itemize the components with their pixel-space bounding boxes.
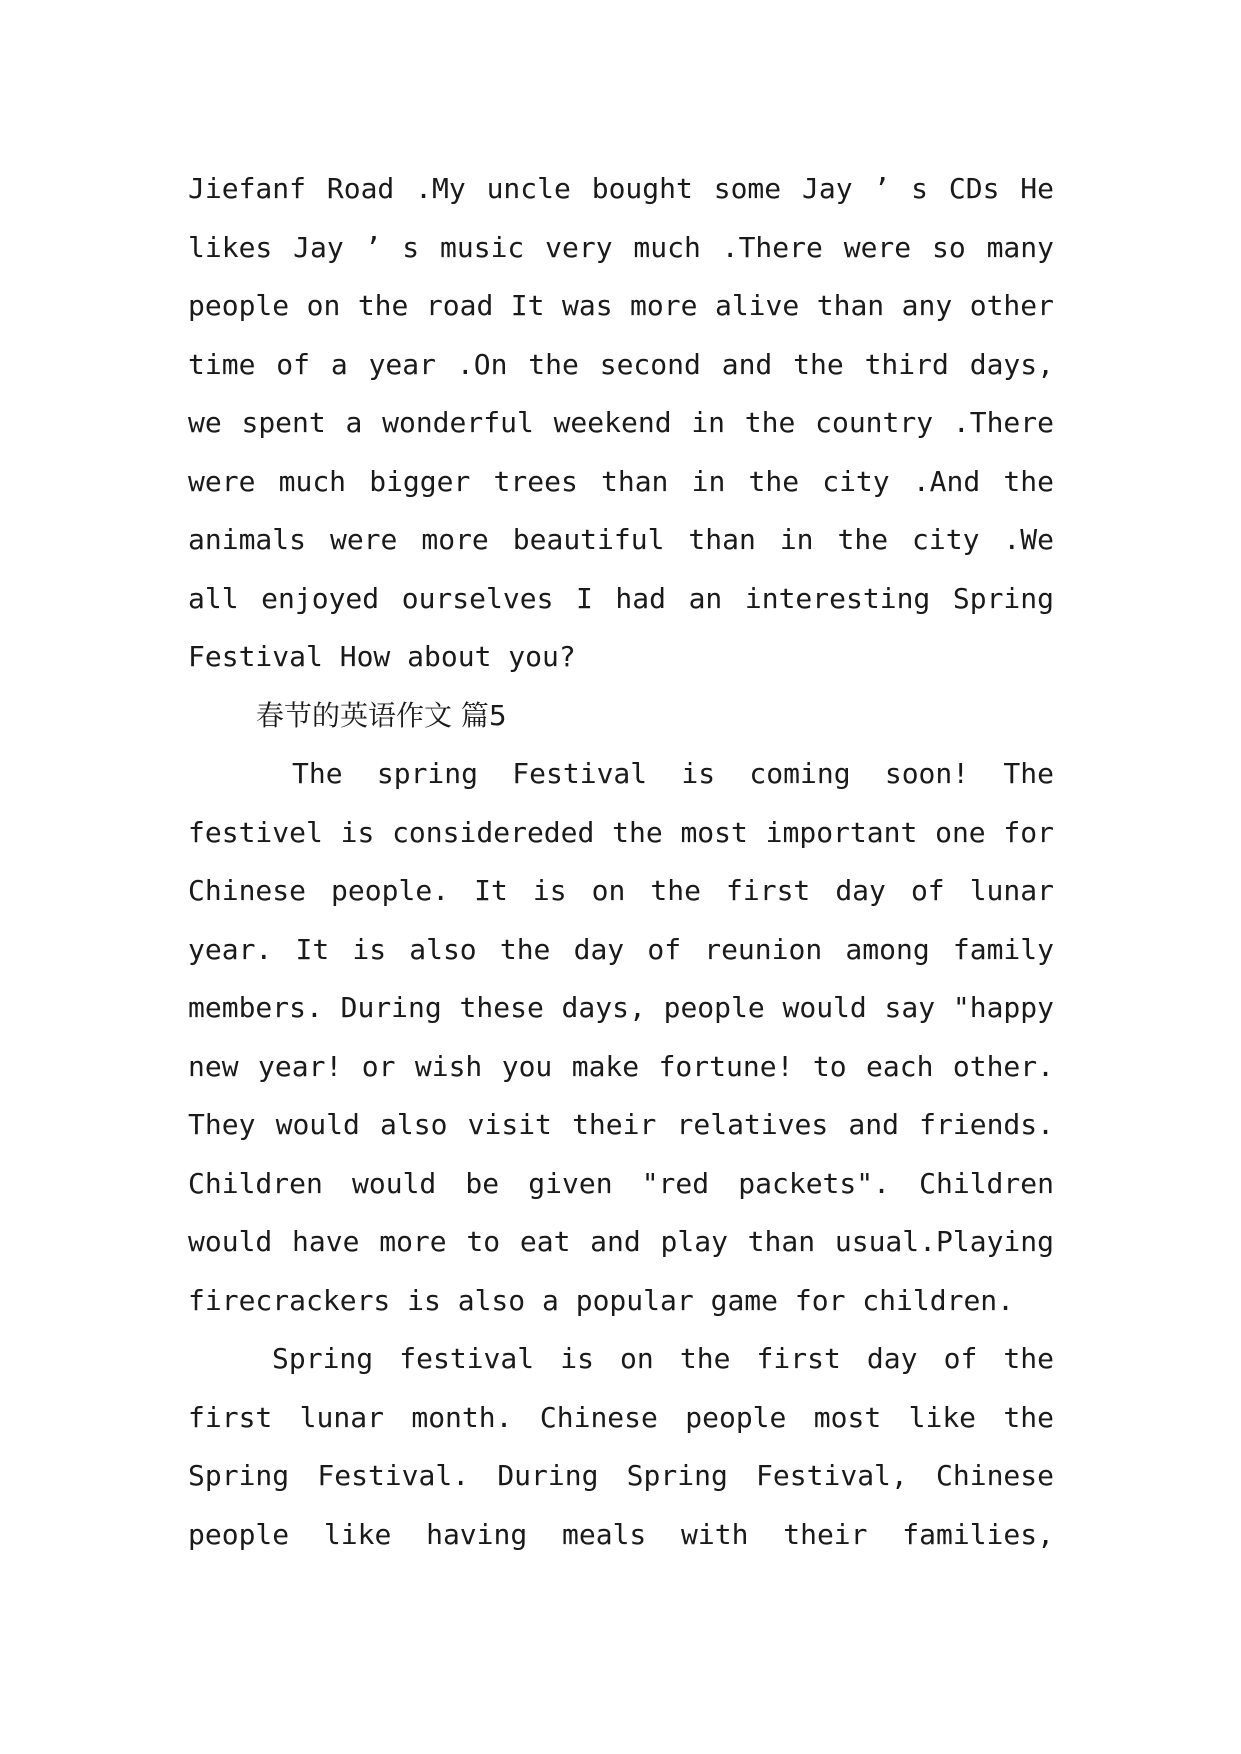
text-line: all enjoyed ourselves I had an interesting Spring: [188, 581, 1054, 615]
document-body: [188, 160, 1054, 1564]
text-line: we spent a wonderful weekend in the country .There: [188, 406, 1054, 439]
section-heading: 春节的英语作文 篇5: [256, 698, 507, 732]
text-line: year. It is also the day of reunion among family: [188, 932, 1054, 966]
text-line: Children would be given "red packets". Children: [188, 1166, 1054, 1200]
text-line: new year! or wish you make fortune! to each other.: [188, 1049, 1054, 1083]
text-line: Chinese people. It is on the first day of lunar: [188, 874, 1054, 907]
text-line: people on the road It was more alive than any other: [188, 289, 1054, 322]
text-line: were much bigger trees than in the city .And the: [188, 464, 1054, 498]
text-line: people like having meals with their families,: [188, 1517, 1054, 1551]
text-line: first lunar month. Chinese people most like the: [188, 1400, 1054, 1434]
text-line: They would also visit their relatives and friends.: [188, 1108, 1054, 1141]
paragraph-3: [188, 1330, 1054, 1564]
paragraph-2: [188, 745, 1054, 1330]
text-line: Spring festival is on the first day of the: [272, 1342, 1054, 1375]
text-line: likes Jay ’ s music very much .There were so many: [188, 230, 1054, 264]
paragraph-1: [188, 160, 1054, 687]
text-line: Spring Festival. During Spring Festival, Chinese: [188, 1459, 1054, 1492]
text-line: Festival How about you?: [188, 640, 576, 673]
text-line: Jiefanf Road .My uncle bought some Jay ’ s CDs He: [188, 172, 1054, 205]
text-line: members. During these days, people would say "happy: [188, 991, 1054, 1024]
text-line: time of a year .On the second and the third days,: [188, 347, 1054, 381]
text-line: The spring Festival is coming soon! The: [292, 757, 1054, 790]
text-line: would have more to eat and play than usual.Playing: [188, 1225, 1054, 1258]
text-line: festivel is considereded the most important one for: [188, 815, 1054, 849]
text-line: animals were more beautiful than in the city .We: [188, 523, 1054, 556]
text-line: firecrackers is also a popular game for children.: [188, 1283, 1015, 1317]
